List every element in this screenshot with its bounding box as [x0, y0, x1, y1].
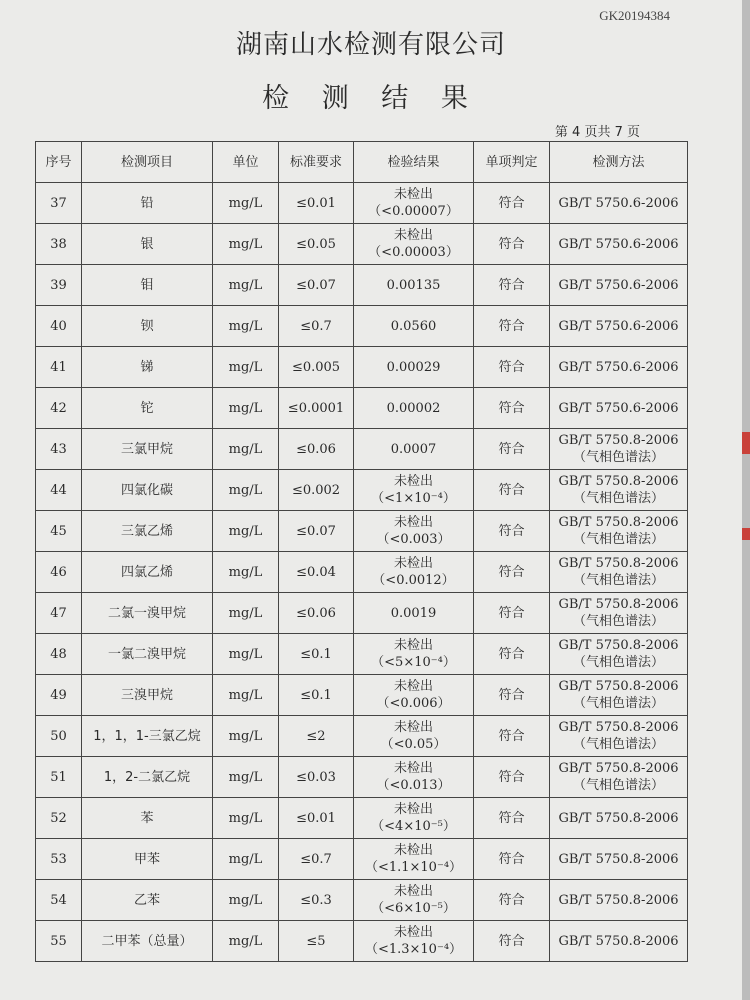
cell-judgement: 符合: [474, 429, 550, 470]
cell-method-line: （气相色谱法）: [572, 614, 664, 629]
cell-unit: mg/L: [213, 716, 279, 757]
cell-result-line: （<0.00003）: [368, 245, 459, 260]
cell-method: [550, 593, 688, 634]
cell-item: 钼: [82, 265, 213, 306]
cell-standard: ≤0.04: [279, 552, 354, 593]
cell-unit: mg/L: [213, 552, 279, 593]
cell-item: 1，1，1-三氯乙烷: [82, 716, 213, 757]
cell-result: [354, 675, 474, 716]
cell-item: 三氯乙烯: [82, 511, 213, 552]
cell-result-line: （<1×10⁻⁴）: [371, 491, 456, 506]
cell-result: [354, 470, 474, 511]
cell-method-line: GB/T 5750.6-2006: [558, 236, 679, 252]
cell-judgement: 符合: [474, 921, 550, 962]
cell-method-line: GB/T 5750.8-2006: [558, 433, 679, 448]
cell-unit: mg/L: [213, 634, 279, 675]
cell-method-line: GB/T 5750.8-2006: [558, 474, 679, 489]
cell-method-line: GB/T 5750.6-2006: [558, 318, 679, 334]
cell-item: 四氯化碳: [82, 470, 213, 511]
cell-index: 41: [36, 347, 82, 388]
cell-unit: mg/L: [213, 798, 279, 839]
cell-judgement: 符合: [474, 880, 550, 921]
cell-method-line: （气相色谱法）: [572, 737, 664, 752]
table-row: [36, 306, 688, 347]
cell-method-line: GB/T 5750.8-2006: [558, 556, 679, 571]
cell-unit: mg/L: [213, 429, 279, 470]
cell-index: 47: [36, 593, 82, 634]
cell-index: 52: [36, 798, 82, 839]
table-row: [36, 224, 688, 265]
cell-result-line: （<1.3×10⁻⁴）: [364, 942, 463, 957]
header-judgement: 单项判定: [474, 142, 550, 183]
cell-standard: ≤0.1: [279, 634, 354, 675]
cell-method-line: GB/T 5750.8-2006: [558, 892, 679, 908]
cell-method-line: GB/T 5750.8-2006: [558, 515, 679, 530]
cell-result: [354, 798, 474, 839]
cell-method: [550, 265, 688, 306]
cell-index: 44: [36, 470, 82, 511]
cell-result-line: 0.0019: [390, 605, 437, 621]
table-body: [36, 183, 688, 962]
table-row: [36, 839, 688, 880]
cell-judgement: 符合: [474, 183, 550, 224]
cell-unit: mg/L: [213, 511, 279, 552]
cell-result-line: 未检出: [393, 679, 433, 694]
cell-result-line: 未检出: [393, 802, 433, 817]
cell-result-line: 0.0007: [390, 441, 437, 457]
cell-item: 钡: [82, 306, 213, 347]
cell-index: 45: [36, 511, 82, 552]
cell-item: 甲苯: [82, 839, 213, 880]
table-row: [36, 347, 688, 388]
table-row: [36, 552, 688, 593]
cell-result-line: 未检出: [393, 843, 433, 858]
cell-method: [550, 839, 688, 880]
cell-method: [550, 224, 688, 265]
cell-result-line: （<0.0012）: [372, 573, 455, 588]
cell-method-line: GB/T 5750.8-2006: [558, 851, 679, 867]
cell-result-line: （<6×10⁻⁵）: [371, 901, 456, 916]
cell-unit: mg/L: [213, 388, 279, 429]
report-title: 检 测 结 果: [262, 83, 480, 114]
cell-standard: ≤0.03: [279, 757, 354, 798]
cell-method-line: （气相色谱法）: [572, 532, 664, 547]
cell-judgement: 符合: [474, 306, 550, 347]
cell-standard: ≤0.7: [279, 839, 354, 880]
cell-standard: ≤0.07: [279, 265, 354, 306]
table-row: [36, 798, 688, 839]
cell-method: [550, 880, 688, 921]
cell-result: [354, 716, 474, 757]
cell-unit: mg/L: [213, 839, 279, 880]
cell-unit: mg/L: [213, 306, 279, 347]
table-row: [36, 429, 688, 470]
cell-method-line: GB/T 5750.6-2006: [558, 195, 679, 211]
cell-standard: ≤0.06: [279, 593, 354, 634]
cell-method-line: GB/T 5750.8-2006: [558, 761, 679, 776]
cell-method: [550, 347, 688, 388]
header-index: 序号: [36, 142, 82, 183]
cell-result: [354, 511, 474, 552]
cell-index: 54: [36, 880, 82, 921]
cell-method: [550, 798, 688, 839]
cell-result-line: 未检出: [393, 761, 433, 776]
cell-index: 48: [36, 634, 82, 675]
header-result: 检验结果: [354, 142, 474, 183]
cell-index: 50: [36, 716, 82, 757]
cell-judgement: 符合: [474, 798, 550, 839]
cell-standard: ≤0.07: [279, 511, 354, 552]
cell-method-line: （气相色谱法）: [572, 573, 664, 588]
cell-judgement: 符合: [474, 634, 550, 675]
cell-result-line: 0.00135: [386, 277, 441, 293]
cell-result: [354, 634, 474, 675]
edge-stamp-mark: [742, 528, 750, 540]
cell-unit: mg/L: [213, 593, 279, 634]
cell-index: 38: [36, 224, 82, 265]
cell-index: 39: [36, 265, 82, 306]
results-table: [35, 141, 688, 962]
cell-method-line: （气相色谱法）: [572, 450, 664, 465]
cell-result-line: 未检出: [393, 925, 433, 940]
cell-method: [550, 470, 688, 511]
cell-result-line: 0.00002: [386, 400, 441, 416]
cell-result-line: （<0.013）: [376, 778, 451, 793]
cell-result: [354, 552, 474, 593]
report-code: GK20194384: [599, 8, 670, 23]
cell-item: 一氯二溴甲烷: [82, 634, 213, 675]
cell-result-line: （<0.003）: [376, 532, 451, 547]
table-row: [36, 470, 688, 511]
cell-unit: mg/L: [213, 265, 279, 306]
cell-unit: mg/L: [213, 880, 279, 921]
cell-method: [550, 716, 688, 757]
cell-result: [354, 306, 474, 347]
cell-result-line: 未检出: [393, 556, 433, 571]
cell-method-line: （气相色谱法）: [572, 655, 664, 670]
table-row: [36, 757, 688, 798]
table-row: [36, 634, 688, 675]
cell-index: 49: [36, 675, 82, 716]
cell-standard: ≤0.01: [279, 183, 354, 224]
cell-result-line: （<0.05）: [380, 737, 447, 752]
cell-judgement: 符合: [474, 265, 550, 306]
cell-method-line: （气相色谱法）: [572, 491, 664, 506]
cell-unit: mg/L: [213, 675, 279, 716]
table-row: [36, 265, 688, 306]
cell-result-line: 未检出: [393, 187, 433, 202]
cell-result: [354, 183, 474, 224]
cell-standard: ≤0.005: [279, 347, 354, 388]
cell-standard: ≤0.05: [279, 224, 354, 265]
cell-standard: ≤0.06: [279, 429, 354, 470]
cell-result-line: 未检出: [393, 474, 433, 489]
cell-judgement: 符合: [474, 593, 550, 634]
cell-result: [354, 757, 474, 798]
header-method: 检测方法: [550, 142, 688, 183]
cell-standard: ≤2: [279, 716, 354, 757]
cell-result-line: （<4×10⁻⁵）: [371, 819, 456, 834]
cell-result: [354, 839, 474, 880]
cell-judgement: 符合: [474, 757, 550, 798]
cell-item: 1，2-二氯乙烷: [82, 757, 213, 798]
cell-unit: mg/L: [213, 757, 279, 798]
cell-standard: ≤0.01: [279, 798, 354, 839]
cell-unit: mg/L: [213, 921, 279, 962]
cell-method: [550, 675, 688, 716]
cell-result: [354, 224, 474, 265]
cell-method: [550, 429, 688, 470]
cell-unit: mg/L: [213, 224, 279, 265]
cell-result-line: 0.00029: [386, 359, 441, 375]
cell-item: 四氯乙烯: [82, 552, 213, 593]
cell-method-line: GB/T 5750.8-2006: [558, 597, 679, 612]
table-row: [36, 183, 688, 224]
cell-method-line: GB/T 5750.6-2006: [558, 277, 679, 293]
cell-method-line: （气相色谱法）: [572, 778, 664, 793]
cell-method: [550, 552, 688, 593]
cell-item: 锑: [82, 347, 213, 388]
cell-method: [550, 757, 688, 798]
table-row: [36, 388, 688, 429]
page-edge: [742, 0, 750, 1000]
cell-standard: ≤0.3: [279, 880, 354, 921]
cell-index: 42: [36, 388, 82, 429]
header-unit: 单位: [213, 142, 279, 183]
cell-result-line: （<0.00007）: [368, 204, 459, 219]
cell-index: 46: [36, 552, 82, 593]
cell-result: [354, 388, 474, 429]
cell-result-line: 未检出: [393, 515, 433, 530]
cell-method-line: GB/T 5750.8-2006: [558, 933, 679, 949]
cell-result-line: 未检出: [393, 638, 433, 653]
cell-method-line: GB/T 5750.8-2006: [558, 638, 679, 653]
cell-standard: ≤0.7: [279, 306, 354, 347]
cell-method-line: （气相色谱法）: [572, 696, 664, 711]
cell-unit: mg/L: [213, 183, 279, 224]
cell-item: 三氯甲烷: [82, 429, 213, 470]
table-row: [36, 675, 688, 716]
cell-item: 苯: [82, 798, 213, 839]
table-header-row: [36, 142, 688, 183]
cell-item: 铅: [82, 183, 213, 224]
cell-result-line: 未检出: [393, 720, 433, 735]
cell-method-line: GB/T 5750.8-2006: [558, 720, 679, 735]
cell-judgement: 符合: [474, 224, 550, 265]
cell-item: 三溴甲烷: [82, 675, 213, 716]
cell-index: 43: [36, 429, 82, 470]
cell-index: 40: [36, 306, 82, 347]
cell-unit: mg/L: [213, 470, 279, 511]
table-row: [36, 716, 688, 757]
edge-stamp-mark: [742, 432, 750, 454]
cell-method-line: GB/T 5750.8-2006: [558, 810, 679, 826]
cell-result: [354, 429, 474, 470]
cell-standard: ≤5: [279, 921, 354, 962]
cell-judgement: 符合: [474, 347, 550, 388]
cell-item: 二氯一溴甲烷: [82, 593, 213, 634]
company-name: 湖南山水检测有限公司: [235, 30, 506, 60]
header-standard: 标准要求: [279, 142, 354, 183]
cell-judgement: 符合: [474, 675, 550, 716]
cell-result: [354, 593, 474, 634]
cell-item: 乙苯: [82, 880, 213, 921]
cell-method: [550, 634, 688, 675]
cell-method-line: GB/T 5750.6-2006: [558, 359, 679, 375]
cell-result-line: （<5×10⁻⁴）: [371, 655, 456, 670]
cell-judgement: 符合: [474, 388, 550, 429]
cell-index: 55: [36, 921, 82, 962]
cell-standard: ≤0.1: [279, 675, 354, 716]
cell-result: [354, 880, 474, 921]
cell-result-line: 未检出: [393, 884, 433, 899]
cell-method-line: GB/T 5750.6-2006: [558, 400, 679, 416]
cell-result: [354, 347, 474, 388]
cell-method: [550, 388, 688, 429]
cell-standard: ≤0.002: [279, 470, 354, 511]
cell-standard: ≤0.0001: [279, 388, 354, 429]
cell-method: [550, 511, 688, 552]
cell-item: 银: [82, 224, 213, 265]
table-bottom-space: [35, 955, 687, 956]
cell-result-line: 0.0560: [390, 318, 437, 334]
cell-result-line: （<0.006）: [376, 696, 451, 711]
cell-method-line: GB/T 5750.8-2006: [558, 679, 679, 694]
header-item: 检测项目: [82, 142, 213, 183]
cell-judgement: 符合: [474, 470, 550, 511]
table-row: [36, 593, 688, 634]
cell-method: [550, 306, 688, 347]
cell-index: 51: [36, 757, 82, 798]
cell-item: 铊: [82, 388, 213, 429]
cell-method: [550, 183, 688, 224]
cell-judgement: 符合: [474, 552, 550, 593]
cell-item: 二甲苯（总量）: [82, 921, 213, 962]
cell-index: 53: [36, 839, 82, 880]
page-number: 第 4 页共 7 页: [554, 125, 640, 140]
cell-judgement: 符合: [474, 511, 550, 552]
cell-result: [354, 265, 474, 306]
cell-judgement: 符合: [474, 839, 550, 880]
cell-unit: mg/L: [213, 347, 279, 388]
table-row: [36, 880, 688, 921]
cell-result-line: 未检出: [393, 228, 433, 243]
cell-judgement: 符合: [474, 716, 550, 757]
cell-index: 37: [36, 183, 82, 224]
cell-result-line: （<1.1×10⁻⁴）: [364, 860, 463, 875]
table-row: [36, 511, 688, 552]
